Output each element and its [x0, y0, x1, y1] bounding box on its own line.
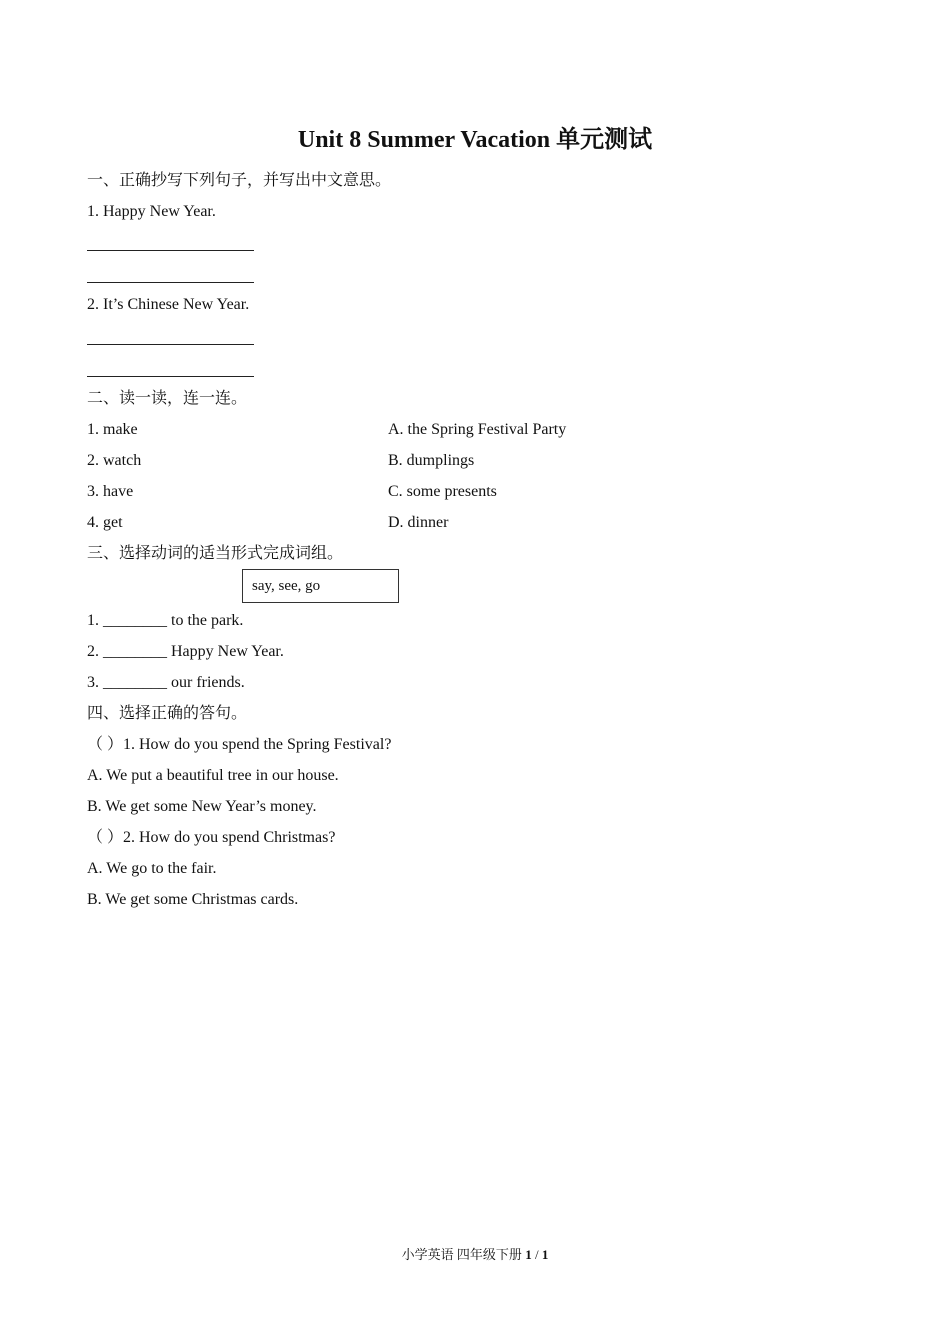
match-right-item: C. some presents [388, 483, 497, 500]
word-bank-box: say, see, go [242, 569, 399, 603]
footer-label: 小学英语 四年级下册 [401, 1247, 522, 1262]
section-2-heading: 二、读一读，连一连。 [87, 390, 248, 407]
question-2: （ ）2. How do you spend Christmas? [87, 829, 336, 846]
answer-line[interactable] [87, 250, 254, 251]
footer-page-total: 1 [541, 1247, 549, 1262]
section-1-item: 1. Happy New Year. [87, 203, 216, 220]
page-title: Unit 8 Summer Vacation 单元测试 [297, 127, 653, 153]
page-footer [0, 1246, 950, 1264]
footer-page-number: 1 [525, 1247, 532, 1262]
match-left-item: 4. get [87, 514, 123, 531]
question-2-option-b: B. We get some Christmas cards. [87, 891, 299, 908]
match-left-item: 1. make [87, 421, 138, 438]
match-left-item: 2. watch [87, 452, 142, 469]
section-3-heading: 三、选择动词的适当形式完成词组。 [87, 545, 344, 562]
section-4-heading: 四、选择正确的答句。 [87, 705, 248, 722]
match-right-item: B. dumplings [388, 452, 475, 469]
match-right-item: D. dinner [388, 514, 449, 531]
match-right-item: A. the Spring Festival Party [388, 421, 567, 438]
question-1: （ ）1. How do you spend the Spring Festival? [87, 736, 392, 753]
match-left-item: 3. have [87, 483, 134, 500]
answer-line[interactable] [87, 376, 254, 377]
answer-line[interactable] [87, 344, 254, 345]
footer-separator: / [534, 1247, 539, 1262]
question-2-option-a: A. We go to the fair. [87, 860, 217, 877]
question-1-option-a: A. We put a beautiful tree in our house. [87, 767, 339, 784]
question-1-option-b: B. We get some New Year’s money. [87, 798, 317, 815]
fill-blank-item: 3. ________ our friends. [87, 674, 245, 691]
section-1-heading: 一、正确抄写下列句子，并写出中文意思。 [87, 172, 392, 189]
section-1-item: 2. It’s Chinese New Year. [87, 296, 250, 313]
fill-blank-item: 1. ________ to the park. [87, 612, 244, 629]
answer-line[interactable] [87, 282, 254, 283]
fill-blank-item: 2. ________ Happy New Year. [87, 643, 284, 660]
